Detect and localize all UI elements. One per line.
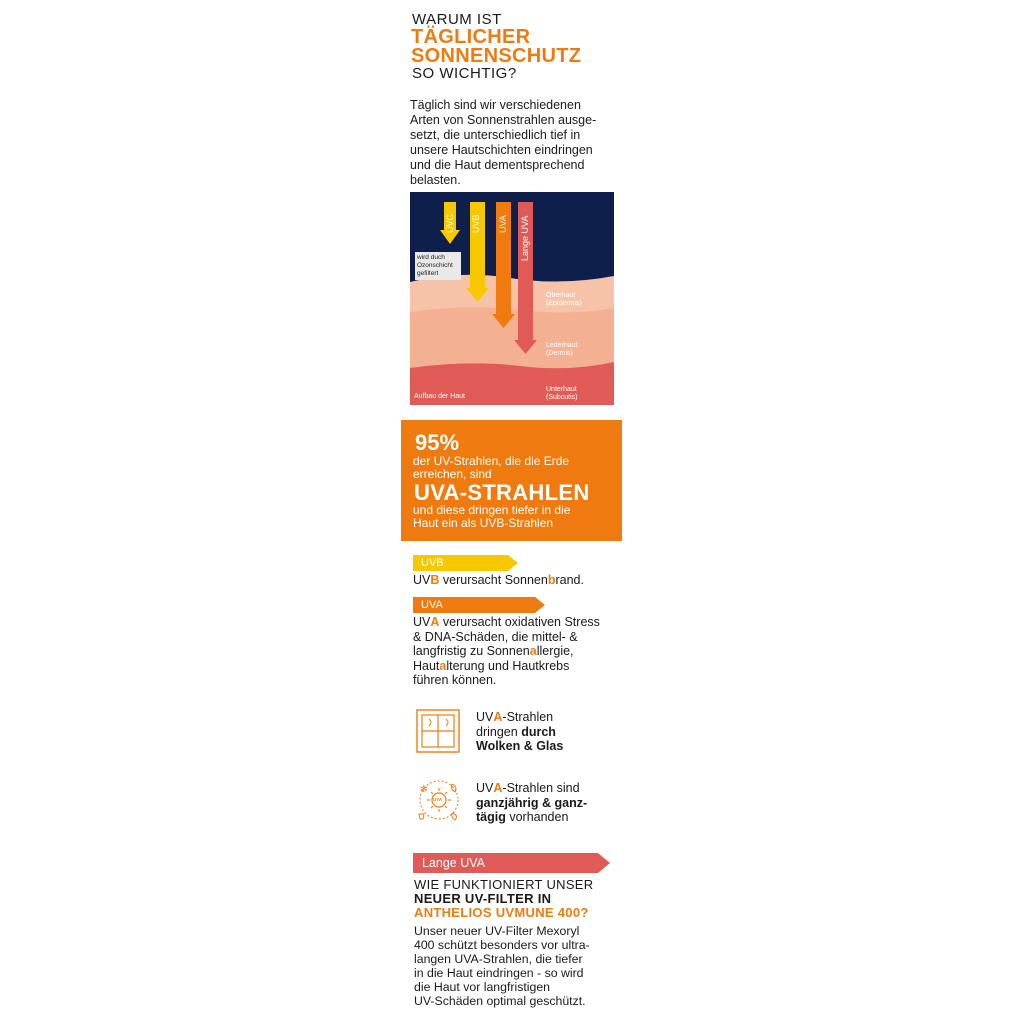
intro-line: und die Haut dementsprechend: [410, 158, 585, 172]
window-icon: [415, 708, 461, 754]
uvb-label-wrap: [470, 207, 484, 233]
uvb-highlight: B: [430, 573, 440, 587]
fact-glass-line-3: Wolken & Glas: [476, 739, 564, 753]
fact-highlight: A: [493, 781, 503, 795]
stat-percent: 95%: [415, 430, 460, 455]
product-name: ANTHELIOS UVMUNE: [414, 905, 554, 920]
intro-line: unsere Hautschichten eindringen: [410, 143, 593, 157]
lange-uva-label-wrap: [519, 207, 533, 263]
dermis-label-line: (Dermis): [546, 350, 573, 357]
intro-line: setzt, die unterschiedlich tief in: [410, 128, 581, 142]
ozone-note-line: wird duch: [417, 254, 445, 261]
uva-text-part: verursacht oxidativen Stress: [439, 615, 600, 629]
uva-tag-label: UVA: [421, 599, 443, 611]
uva-line-5: führen können.: [413, 673, 497, 687]
uva-label: UVA: [498, 215, 508, 233]
uvc-label: UVC: [445, 213, 455, 233]
answer-line: langen UVA-Strahlen, die tiefer: [414, 952, 583, 966]
fact-seasons-text: [476, 781, 587, 825]
uvb-text-part: verursacht Sonnen: [439, 573, 548, 587]
uva-highlight: a: [529, 644, 537, 658]
fact-seasons-line-3: [476, 810, 587, 825]
uva-highlight: a: [439, 658, 447, 673]
fact-text-part: -Strahlen sind: [502, 781, 580, 795]
diagram-caption: Aufbau der Haut: [414, 393, 465, 400]
lange-uva-label: Lange UVA: [520, 215, 530, 261]
title-line-2: TÄGLICHER: [411, 26, 531, 48]
fact-text-part: dringen: [476, 724, 522, 739]
fact-glass-line-2: [476, 725, 563, 740]
seasons-sun-icon: [414, 775, 464, 825]
fact-text-part: UV: [476, 710, 494, 724]
answer-line: in die Haut eindringen - so wird: [414, 966, 584, 980]
fact-text-part: vorhanden: [505, 810, 569, 824]
answer-line: UV-Schäden optimal geschützt.: [414, 994, 586, 1008]
fact-text-part: UV: [476, 781, 494, 795]
stat-line-1: der UV-Strahlen, die die Erde: [413, 454, 570, 468]
uvb-text-part: rand.: [555, 573, 584, 587]
answer-line: die Haut vor langfristigen: [414, 980, 551, 994]
uva-line-4: [413, 659, 623, 674]
fact-glass-text: [476, 710, 563, 754]
uva-line-2: & DNA-Schäden, die mittel- &: [413, 629, 578, 644]
intro-line: Täglich sind wir verschiedenen: [410, 98, 581, 112]
question-line-2: NEUER UV-FILTER IN: [414, 891, 552, 906]
uva-text-part: llergie,: [536, 644, 574, 658]
uva-label-wrap: [497, 207, 511, 233]
subcutis-label-line: Unterhaut: [546, 386, 577, 393]
uva-text: [413, 615, 623, 688]
title-line-4: SO WICHTIG?: [412, 65, 517, 82]
fact-seasons-line-1: [476, 781, 587, 796]
title-line-3: SONNENSCHUTZ: [411, 45, 582, 67]
uvb-label: UVB: [471, 214, 481, 233]
skin-layers-illustration: [410, 192, 614, 405]
uvc-label-wrap: [444, 207, 458, 233]
stat-box: [401, 420, 622, 541]
stat-line-2: erreichen, sind: [413, 467, 492, 481]
fact-text-part: -Strahlen: [502, 710, 554, 724]
uvb-highlight: b: [547, 573, 556, 587]
uva-text-part: langfristig zu Sonnen: [413, 644, 530, 658]
dermis-label-line: Lederhaut: [546, 342, 578, 349]
stat-line-3: und diese dringen tiefer in die: [413, 503, 571, 517]
uvb-tag-label: UVB: [421, 557, 444, 569]
title-line-1: WARUM IST: [412, 11, 502, 28]
uvb-text: [413, 573, 584, 588]
stat-line-4: Haut ein als UVB-Strahlen: [413, 516, 554, 530]
fact-glass-line-1: [476, 710, 563, 725]
lange-uva-tag-label: Lange UVA: [422, 856, 486, 870]
answer-text: [414, 924, 629, 1008]
seasons-icon-label: UVA: [433, 797, 443, 802]
uva-text-part: UV: [413, 615, 431, 629]
uvb-tag: [413, 555, 518, 571]
answer-line: Unser neuer UV-Filter Mexoryl: [414, 924, 580, 938]
intro-text: [410, 98, 620, 188]
uva-text-part: lterung und Hautkrebs: [446, 658, 570, 673]
svg-text:✻: ✻: [420, 785, 428, 795]
uva-tag: [413, 597, 545, 613]
epidermis-label-line: (Epidermis): [546, 300, 582, 307]
subcutis-label-line: (Subcutis): [546, 394, 578, 401]
skin-diagram: [410, 192, 614, 405]
fact-bold: tägig: [476, 810, 506, 824]
answer-line: 400 schützt besonders vor ultra-: [414, 938, 590, 952]
ozone-note-line: gefiltert: [417, 270, 439, 277]
question-line-3: [414, 906, 593, 920]
intro-line: belasten.: [410, 173, 461, 187]
question-heading: [414, 878, 593, 920]
intro-line: Arten von Sonnenstrahlen ausge-: [410, 113, 597, 127]
fact-bold: durch: [521, 724, 556, 739]
dermis-label: [546, 342, 578, 358]
ozone-note-line: Ozonschicht: [417, 262, 453, 269]
stat-headline: UVA-STRAHLEN: [414, 480, 590, 505]
uva-line-1: [413, 615, 623, 630]
subcutis-label: [546, 386, 578, 402]
fact-seasons-line-2: ganzjährig & ganz-: [476, 795, 588, 810]
epidermis-label-line: Oberhaut: [546, 292, 576, 299]
fact-highlight: A: [493, 710, 503, 724]
uvb-text-part: UV: [413, 573, 431, 587]
question-line-1: WIE FUNKTIONIERT UNSER: [414, 877, 594, 892]
ozone-note: [415, 252, 461, 280]
epidermis-label: [546, 292, 582, 308]
lange-uva-tag: [413, 853, 610, 873]
uva-line-3: [413, 644, 623, 659]
uva-highlight: A: [430, 615, 440, 629]
product-suffix: 400?: [553, 905, 589, 920]
uva-text-part: Haut: [413, 658, 440, 673]
